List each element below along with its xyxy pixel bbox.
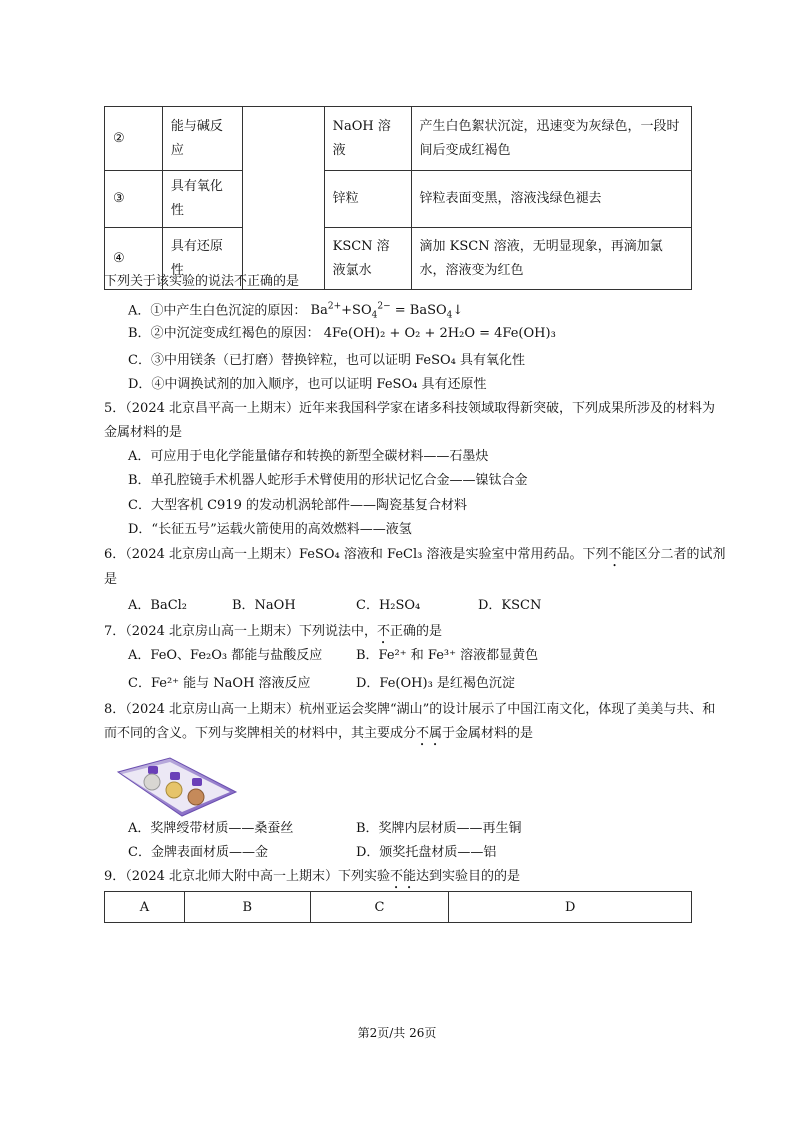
stem-text: 7．（2024 北京房山高一上期末）下列说法中， (104, 624, 377, 639)
eq-part: Ba (310, 303, 328, 319)
option-text: ①中产生白色沉淀的原因： (150, 303, 307, 319)
option-7c: C．Fe²⁺ 能与 NaOH 溶液反应 (128, 676, 311, 691)
emphasis-text: 不 (608, 547, 622, 562)
header-cell-c: C (310, 892, 449, 923)
reagent-cell: 锌粒 (324, 171, 411, 228)
stem-text: 于金属材料的是 (442, 726, 534, 741)
stem-text: 6．（2024 北京房山高一上期末）FeSO₄ 溶液和 FeCl₃ 溶液是实验室中常用药品。下列 (104, 547, 609, 562)
row-number: ② (105, 107, 163, 171)
option-4d: D．④中调换试剂的加入顺序，也可以证明 FeSO₄ 具有还原性 (128, 377, 487, 392)
question-8-line-1: 8．（2024 北京房山高一上期末）杭州亚运会奖牌“湖山”的设计展示了中国江南文化，体现了美美与共、和 (104, 702, 716, 717)
question-5-line-2: 金属材料的是 (104, 425, 183, 440)
option-label: A． (128, 303, 151, 319)
ribbon-clip (170, 772, 180, 780)
header-cell-a: A (105, 892, 185, 923)
header-cell-d: D (449, 892, 692, 923)
option-4a (128, 297, 463, 326)
page-footer: 第2页/共 26页 (357, 1026, 437, 1040)
table-row (105, 892, 692, 923)
stem-text: 达到实验目的的是 (416, 869, 521, 884)
reagent-cell: NaOH 溶液 (324, 107, 411, 171)
property-cell: 具有还原性 (162, 228, 242, 290)
property-cell: 能与碱反应 (162, 107, 242, 171)
option-label: B． (128, 326, 151, 341)
emphasis-text: 不 (377, 624, 391, 639)
question-6-line-1 (104, 545, 726, 570)
eq-sup: 2+ (327, 302, 342, 312)
option-8a: A．奖牌绶带材质——桑蚕丝 (128, 821, 294, 836)
phenomenon-cell: 产生白色絮状沉淀，迅速变为灰绿色，一段时间后变成红褐色 (411, 107, 691, 171)
option-6d: D．KSCN (478, 598, 542, 613)
precipitate-arrow: ↓ (452, 303, 464, 319)
option-5b: B．单孔腔镜手术机器人蛇形手术臂使用的形状记忆合金——镍钛合金 (128, 473, 528, 488)
option-5a: A．可应用于电化学能量储存和转换的新型全碳材料——石墨炔 (128, 449, 489, 464)
option-text: ②中沉淀变成红褐色的原因： (150, 326, 320, 341)
stem-text: 9．（2024 北京北师大附中高一上期末）下列实验 (104, 869, 390, 884)
option-4b (128, 324, 556, 344)
row-number: ④ (105, 228, 163, 290)
question-7-stem (104, 622, 694, 647)
phenomenon-cell: 滴加 KSCN 溶液，无明显现象，再滴加氯水，溶液变为红色 (411, 228, 691, 290)
question-5-line-1: 5．（2024 北京昌平高一上期末）近年来我国科学家在诸多科技领域取得新突破，下列成果所涉及的材料为 (104, 401, 715, 416)
emphasis-text: 不能 (390, 869, 417, 884)
question-8-line-2 (104, 724, 694, 749)
ribbon-clip (192, 778, 202, 786)
question-4-stem: 下列关于该实验的说法不正确的是 (104, 274, 300, 289)
option-8c: C．金牌表面材质——金 (128, 845, 268, 860)
table-row (105, 107, 692, 171)
stem-text: 正确的是 (390, 624, 443, 639)
option-6c: C．H₂SO₄ (356, 598, 421, 613)
experiment-table (104, 106, 692, 290)
header-cell-b: B (184, 892, 310, 923)
reagent-cell: KSCN 溶液氯水 (324, 228, 411, 290)
option-5d: D．“长征五号”运载火箭使用的高效燃料——液氢 (128, 522, 412, 537)
option-8d: D．颁奖托盘材质——铝 (356, 845, 497, 860)
option-6b: B．NaOH (232, 598, 296, 613)
ribbon-clip (148, 766, 158, 774)
gold-medal (166, 782, 182, 798)
stem-text: 而不同的含义。下列与奖牌相关的材料中，其主要成分 (104, 726, 417, 741)
bronze-medal (188, 789, 204, 805)
equation: 4Fe(OH)₂ + O₂ + 2H₂O = 4Fe(OH)₃ (323, 326, 556, 341)
equation (310, 302, 464, 321)
question-6-line-2: 是 (104, 572, 118, 587)
stem-text: 能区分二者的试剂 (621, 547, 726, 562)
table-row (105, 171, 692, 228)
property-cell: 具有氧化性 (162, 171, 242, 228)
eq-part: = BaSO (394, 303, 447, 319)
medal-tray-image (112, 752, 242, 822)
option-6a: A．BaCl₂ (128, 598, 188, 613)
option-7b: B．Fe²⁺ 和 Fe³⁺ 溶液都显黄色 (356, 648, 539, 663)
question-9-stem (104, 867, 694, 892)
silver-medal (144, 774, 160, 790)
eq-sup: 2− (377, 302, 391, 312)
eq-sub: 4 (371, 310, 378, 321)
option-7d: D．Fe(OH)₃ 是红褐色沉淀 (356, 676, 515, 691)
phenomenon-cell: 锌粒表面变黑，溶液浅绿色褪去 (411, 171, 691, 228)
option-8b: B．奖牌内层材质——再生铜 (356, 821, 522, 836)
emphasis-text: 不属 (416, 726, 443, 741)
row-number: ③ (105, 171, 163, 228)
option-5c: C．大型客机 C919 的发动机涡轮部件——陶瓷基复合材料 (128, 498, 467, 513)
q9-options-table (104, 891, 692, 923)
option-4c: C．③中用镁条（已打磨）替换锌粒，也可以证明 FeSO₄ 具有氧化性 (128, 353, 525, 368)
eq-sub: 4 (446, 310, 453, 321)
option-7a: A．FeO、Fe₂O₃ 都能与盐酸反应 (128, 648, 323, 663)
eq-part: +SO (341, 303, 372, 319)
empty-merged-cell (242, 107, 324, 290)
